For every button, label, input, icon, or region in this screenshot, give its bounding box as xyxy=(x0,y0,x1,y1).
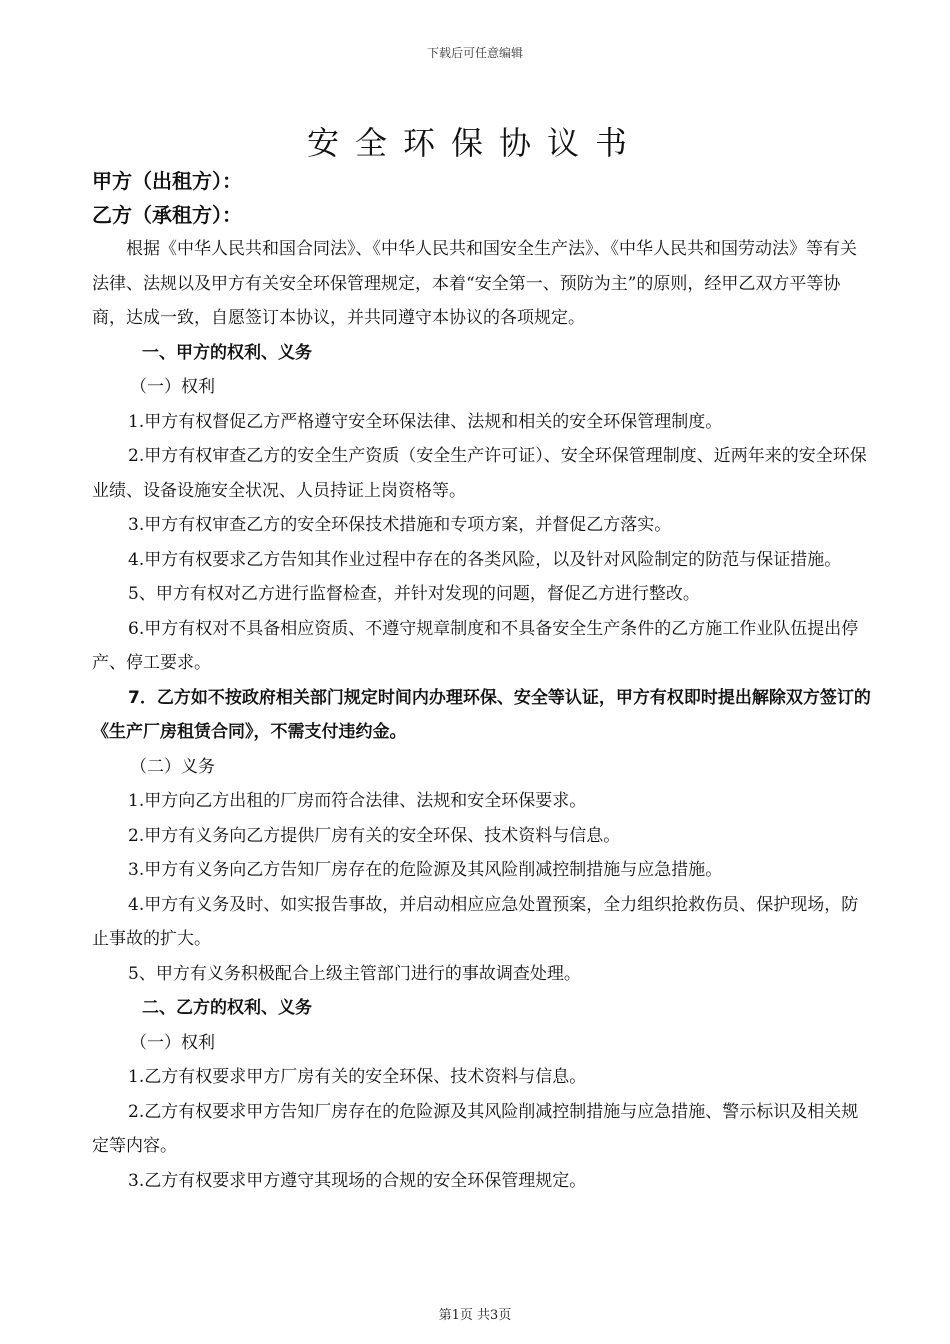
document-body xyxy=(92,164,872,1198)
section-2-rights-label: （一）权利 xyxy=(130,1032,215,1053)
section-1-duties-label: （二）义务 xyxy=(130,756,215,777)
section-2-rights-item: 1.乙方有权要求甲方厂房有关的安全环保、技术资料与信息。 xyxy=(128,1067,587,1087)
section-1-duties-item: 5、甲方有义务积极配合上级主管部门进行的事故调查处理。 xyxy=(128,963,581,984)
section-1-heading: 一、甲方的权利、义务 xyxy=(142,342,312,363)
section-2-rights-item: 2.乙方有权要求甲方告知厂房存在的危险源及其风险削减控制措施与应急措施、警示标识及相关规定等内容。 xyxy=(92,1101,859,1156)
section-1-rights-item: 4.甲方有权要求乙方告知其作业过程中存在的各类风险，以及针对风险制定的防范与保证措施。 xyxy=(128,549,842,570)
section-2-heading: 二、乙方的权利、义务 xyxy=(142,998,312,1018)
section-1-rights-item: 5、甲方有权对乙方进行监督检查，并针对发现的问题，督促乙方进行整改。 xyxy=(128,584,700,604)
intro-paragraph: 根据《中华人民共和国合同法》、《中华人民共和国安全生产法》、《中华人民共和国劳动法》等有关法律、法规以及甲方有关安全环保管理规定，本着“安全第一、预防为主”的原则，经甲乙双方平等协商，达成一致，自愿签订本协议，并共同遵守本协议的各项规定。 xyxy=(92,239,857,328)
section-1-rights-bold-item: 7．乙方如不按政府相关部门规定时间内办理环保、安全等认证，甲方有权即时提出解除双方签订的《生产厂房租赁合同》，不需支付违约金。 xyxy=(92,687,871,742)
section-1-rights-item: 6.甲方有权对不具备相应资质、不遵守规章制度和不具备安全生产条件的乙方施工作业队伍提出停产、停工要求。 xyxy=(92,618,859,673)
section-1-duties-item: 4.甲方有义务及时、如实报告事故，并启动相应应急处置预案，全力组织抢救伤员、保护现场，防止事故的扩大。 xyxy=(92,894,859,949)
section-2-rights-item: 3.乙方有权要求甲方遵守其现场的合规的安全环保管理规定。 xyxy=(128,1170,587,1191)
page-header: 下载后可任意编辑 xyxy=(426,46,523,60)
section-1-rights-label: （一）权利 xyxy=(130,377,215,397)
page-footer: 第1页 共3页 xyxy=(438,1308,512,1323)
section-1-rights-item: 2.甲方有权审查乙方的安全生产资质（安全生产许可证）、安全环保管理制度、近两年来的安全环保业绩、设备设施安全状况、人员持证上岗资格等。 xyxy=(92,446,867,501)
section-1-rights-item: 1.甲方有权督促乙方严格遵守安全环保法律、法规和相关的安全环保管理制度。 xyxy=(128,411,723,432)
section-1-duties-item: 3.甲方有义务向乙方告知厂房存在的危险源及其风险削减控制措施与应急措施。 xyxy=(128,860,723,880)
section-1-duties-item: 2.甲方有义务向乙方提供厂房有关的安全环保、技术资料与信息。 xyxy=(128,825,621,846)
party-b-line: 乙方（承租方）： xyxy=(92,203,242,227)
section-1-rights-item: 3.甲方有权审查乙方的安全环保技术措施和专项方案，并督促乙方落实。 xyxy=(128,515,672,535)
party-a-line: 甲方（出租方）： xyxy=(92,169,242,193)
section-1-duties-item: 1.甲方向乙方出租的厂房而符合法律、法规和安全环保要求。 xyxy=(128,791,587,811)
document-title: 安全环保协议书 xyxy=(306,124,643,162)
